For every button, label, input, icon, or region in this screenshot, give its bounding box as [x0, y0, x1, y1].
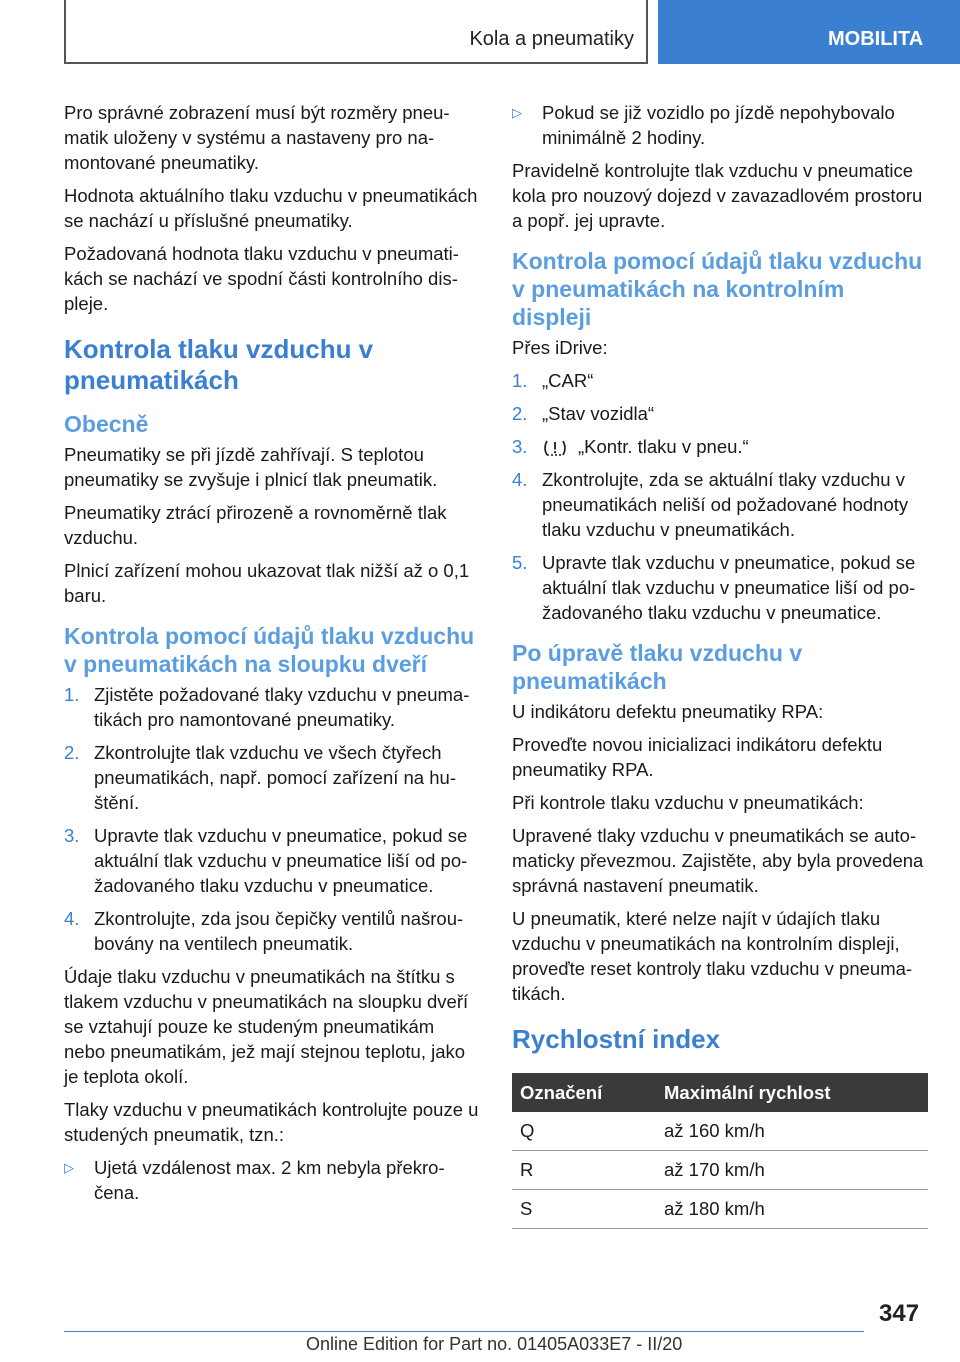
table-cell: S: [512, 1190, 656, 1229]
step-text: Zkontrolujte, zda se aktuální tlaky vzduchu v pneumatikách neliší od požadované hodnoty tlaku vzduchu v pneumatikách.: [542, 469, 909, 540]
list-item: [64, 1155, 480, 1205]
step-number: 1.: [64, 684, 80, 705]
step-text: Zjistěte požadované tlaky vzduchu v pneumatikách pro namontované pneumatiky.: [94, 684, 470, 730]
heading-speed-index: Rychlostní index: [512, 1024, 721, 1054]
paragraph: Pravidelně kontrolujte tlak vzduchu v pneumatice kola pro nouzový dojezd v zavazadlovém prostoru a popř. jej upravte.: [512, 160, 923, 231]
header-section-box: [64, 0, 648, 64]
bullet-text: Ujetá vzdálenost max. 2 km nebyla překročena.: [94, 1157, 445, 1203]
table-cell: Q: [512, 1112, 656, 1151]
list-item: [512, 368, 928, 393]
step-number: 5.: [512, 552, 528, 573]
speed-index-table: [512, 1073, 928, 1229]
left-column: [64, 100, 480, 1213]
step-number: 4.: [512, 469, 528, 490]
right-column: [512, 100, 928, 1229]
paragraph: Přes iDrive:: [512, 337, 608, 358]
section-title: Kola a pneumatiky: [469, 28, 634, 50]
paragraph: Při kontrole tlaku vzduchu v pneumatikách:: [512, 792, 864, 813]
paragraph: Požadovaná hodnota tlaku vzduchu v pneumatikách se nachází ve spodní části kontrolního displeje.: [64, 243, 459, 314]
table-row: [512, 1151, 928, 1190]
step-text: Upravte tlak vzduchu v pneumatice, pokud se aktuální tlak vzduchu v pneumatice liší od požadovaného tlaku vzduchu v pneumatice.: [542, 552, 916, 623]
heading-door-pillar-check: Kontrola pomocí údajů tlaku vzduchu v pneumatikách na sloupku dveří: [64, 623, 475, 677]
paragraph: Plnicí zařízení mohou ukazovat tlak nižší až o 0,1 baru.: [64, 560, 470, 606]
step-text: Zkontrolujte tlak vzduchu ve všech čtyřech pneumatikách, např. pomocí zařízení na huštění.: [94, 742, 456, 813]
column-header: Označení: [512, 1073, 656, 1112]
table-cell: až 170 km/h: [656, 1151, 928, 1190]
paragraph: Pneumatiky ztrácí přirozeně a rovnoměrně tlak vzduchu.: [64, 502, 447, 548]
list-item: [512, 401, 928, 426]
step-text: „CAR“: [542, 370, 594, 391]
chapter-tab: MOBILITA: [658, 0, 960, 64]
list-item: [64, 682, 480, 732]
step-number: 1.: [512, 370, 528, 391]
list-item: [512, 550, 928, 625]
step-text: „Kontr. tlaku v pneu.“: [578, 436, 749, 457]
step-number: 2.: [512, 403, 528, 424]
heading-general: Obecně: [64, 411, 149, 437]
step-number: 3.: [64, 825, 80, 846]
paragraph: Pro správné zobrazení musí být rozměry pneumatik uloženy v systému a nastaveny pro namontované pneumatiky.: [64, 102, 450, 173]
list-item: [512, 467, 928, 542]
paragraph: Hodnota aktuálního tlaku vzduchu v pneumatikách se nachází u příslušné pneumatiky.: [64, 185, 478, 231]
list-item: [64, 906, 480, 956]
table-header-row: [512, 1073, 928, 1112]
heading-display-check: Kontrola pomocí údajů tlaku vzduchu v pneumatikách na kontrolním displeji: [512, 248, 923, 330]
step-text: „Stav vozidla“: [542, 403, 655, 424]
heading-after-adjustment: Po úpravě tlaku vzduchu v pneumatikách: [512, 640, 803, 694]
page-number: 347: [879, 1300, 920, 1327]
list-item: [64, 823, 480, 898]
footer-edition: Online Edition for Part no. 01405A033E7 - II/20: [306, 1334, 683, 1354]
triangle-bullet-icon: ▷: [512, 105, 522, 120]
table-row: [512, 1112, 928, 1151]
list-item: [64, 740, 480, 815]
table-cell: až 160 km/h: [656, 1112, 928, 1151]
column-header: Maximální rychlost: [656, 1073, 928, 1112]
bullet-text: Pokud se již vozidlo po jízdě nepohybovalo minimálně 2 hodiny.: [542, 102, 895, 148]
table-row: [512, 1190, 928, 1229]
paragraph: Upravené tlaky vzduchu v pneumatikách se automaticky převezmou. Zajistěte, aby byla provedena správná nastavení pneumatik.: [512, 825, 924, 896]
paragraph: Údaje tlaku vzduchu v pneumatikách na štítku s tlakem vzduchu v pneumatikách na sloupku dveří se vztahují pouze ke studeným pneumatikám nebo pneumatikám, jež mají stejnou teplotu, jako je teplota okolí.: [64, 966, 469, 1087]
step-number: 3.: [512, 436, 528, 457]
paragraph: Pneumatiky se při jízdě zahřívají. S teplotou pneumatiky se zvyšuje i plnicí tlak pneumatik.: [64, 444, 438, 490]
list-item: [512, 100, 928, 150]
step-number: 2.: [64, 742, 80, 763]
footer-divider: [64, 1331, 864, 1332]
paragraph: U pneumatik, které nelze najít v údajích tlaku vzduchu v pneumatikách na kontrolním displeji, proveďte reset kontroly tlaku vzduchu v pneumatikách.: [512, 908, 913, 1004]
step-text-with-icon: [542, 434, 928, 459]
triangle-bullet-icon: ▷: [64, 1160, 74, 1175]
list-item: [512, 434, 928, 459]
table-cell: až 180 km/h: [656, 1190, 928, 1229]
step-text: Upravte tlak vzduchu v pneumatice, pokud se aktuální tlak vzduchu v pneumatice liší od požadovaného tlaku vzduchu v pneumatice.: [94, 825, 468, 896]
heading-tire-pressure-check: Kontrola tlaku vzduchu v pneumatikách: [64, 334, 374, 395]
step-text: Zkontrolujte, zda jsou čepičky ventilů našroubovány na ventilech pneumatik.: [94, 908, 464, 954]
tire-pressure-warning-icon: [542, 438, 568, 458]
paragraph: Proveďte novou inicializaci indikátoru defektu pneumatiky RPA.: [512, 734, 883, 780]
table-cell: R: [512, 1151, 656, 1190]
step-number: 4.: [64, 908, 80, 929]
paragraph: Tlaky vzduchu v pneumatikách kontrolujte pouze u studených pneumatik, tzn.:: [64, 1099, 479, 1145]
paragraph: U indikátoru defektu pneumatiky RPA:: [512, 701, 824, 722]
